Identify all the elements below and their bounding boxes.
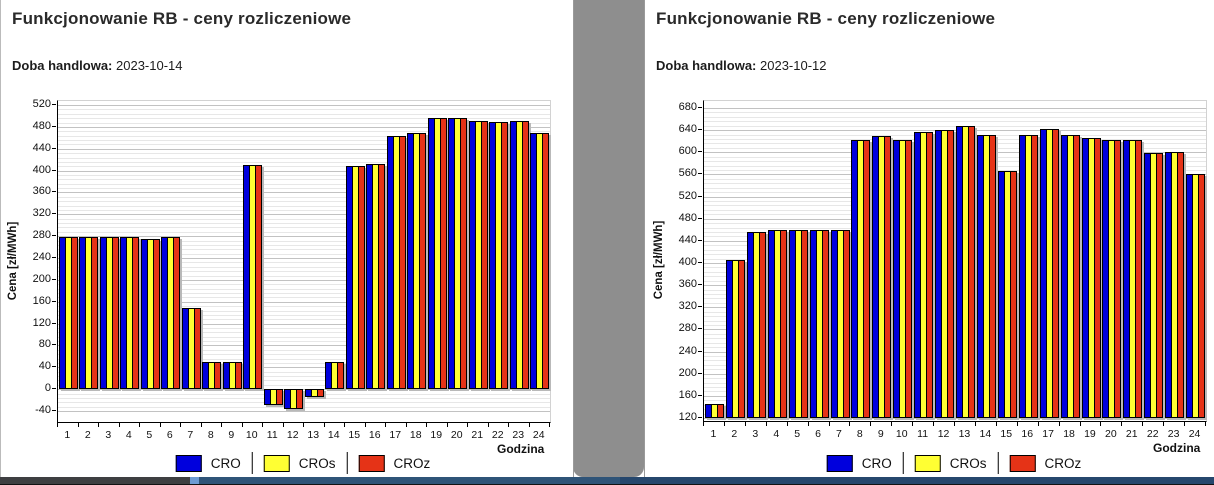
x-axis-tick-label: 2 bbox=[84, 429, 91, 441]
x-axis-tick-label: 9 bbox=[877, 428, 884, 440]
x-axis-tick-label: 24 bbox=[532, 429, 545, 441]
y-axis-tick-label: 400 bbox=[678, 256, 697, 268]
bar-hour11-croz bbox=[926, 132, 933, 418]
y-axis-tick-label: 440 bbox=[678, 233, 697, 246]
bar-hour12-croz bbox=[947, 130, 954, 418]
y-axis-tick-label: 640 bbox=[678, 123, 697, 136]
legend-separator bbox=[998, 452, 999, 474]
legend-label-croz: CROz bbox=[393, 455, 431, 471]
trading-day bbox=[656, 58, 827, 73]
x-axis-tick bbox=[426, 423, 427, 427]
y-axis-tick-label: 520 bbox=[678, 189, 697, 202]
x-axis-tick bbox=[1205, 422, 1206, 426]
y-axis-tick bbox=[52, 366, 56, 367]
bar-hour21-croz bbox=[1135, 140, 1142, 418]
y-axis-tick bbox=[698, 328, 702, 329]
x-axis-tick bbox=[467, 423, 468, 427]
bar-hour12-croz bbox=[296, 389, 303, 409]
y-axis-tick-label: -40 bbox=[35, 404, 51, 416]
x-axis-tick bbox=[1163, 422, 1164, 426]
y-axis-tick-label: 120 bbox=[678, 411, 697, 423]
x-axis-tick-label: 10 bbox=[245, 429, 258, 441]
gridline bbox=[704, 112, 1206, 113]
x-axis-tick bbox=[119, 423, 120, 427]
y-axis-tick bbox=[698, 306, 702, 307]
x-axis-tick-label: 17 bbox=[1042, 428, 1054, 440]
x-axis-tick bbox=[724, 422, 725, 426]
gridline bbox=[58, 118, 550, 119]
x-axis-tick-label: 4 bbox=[125, 429, 132, 441]
y-axis-tick bbox=[52, 148, 56, 149]
bar-hour5-croz bbox=[153, 239, 160, 389]
legend-separator bbox=[252, 452, 253, 474]
x-axis-tick-label: 23 bbox=[1167, 428, 1180, 440]
y-axis-tick-label: 0 bbox=[44, 382, 51, 395]
chart-panel-left bbox=[0, 0, 574, 477]
y-axis-tick bbox=[698, 173, 702, 174]
y-axis-tick bbox=[52, 213, 56, 214]
y-axis-tick bbox=[698, 107, 702, 108]
bar-hour10-croz bbox=[255, 165, 262, 389]
x-axis-tick-label: 11 bbox=[917, 428, 929, 440]
x-axis-tick bbox=[996, 422, 997, 426]
x-axis-tick bbox=[180, 423, 181, 427]
x-axis-tick-label: 13 bbox=[307, 429, 320, 441]
y-axis-tick-label: 240 bbox=[32, 251, 51, 263]
bar-hour13-croz bbox=[317, 389, 324, 397]
x-axis-tick-label: 14 bbox=[327, 429, 340, 441]
bar-hour8-croz bbox=[863, 140, 870, 418]
y-axis-tick bbox=[698, 129, 702, 130]
x-axis-tick-label: 23 bbox=[512, 429, 525, 441]
bar-hour2-croz bbox=[91, 237, 98, 389]
bar-hour23-croz bbox=[1177, 152, 1184, 418]
x-axis-tick-label: 8 bbox=[856, 428, 863, 440]
x-axis-tick-label: 2 bbox=[731, 428, 738, 440]
bar-hour13-croz bbox=[968, 126, 975, 418]
y-axis-tick-label: 280 bbox=[32, 229, 51, 242]
x-axis-tick-label: 22 bbox=[1146, 428, 1159, 440]
bar-hour5-croz bbox=[801, 230, 808, 418]
bar-hour4-croz bbox=[132, 237, 139, 389]
x-axis-tick-label: 5 bbox=[794, 428, 801, 440]
x-axis-tick-label: 7 bbox=[836, 428, 842, 440]
x-axis-tick bbox=[1038, 422, 1039, 426]
gridline bbox=[704, 126, 1206, 127]
legend-swatch-cro bbox=[827, 455, 853, 472]
y-axis-tick bbox=[698, 240, 702, 241]
chart-legend bbox=[176, 452, 431, 474]
y-axis-tick bbox=[698, 196, 702, 197]
y-axis-tick bbox=[698, 262, 702, 263]
bar-hour16-croz bbox=[1031, 135, 1038, 418]
legend-swatch-croz bbox=[1010, 455, 1036, 472]
legend-separator bbox=[903, 452, 904, 474]
bar-hour22-croz bbox=[501, 122, 508, 389]
y-axis-tick bbox=[698, 351, 702, 352]
bar-hour8-croz bbox=[214, 362, 221, 389]
bar-hour15-croz bbox=[358, 166, 365, 389]
y-axis-tick bbox=[698, 151, 702, 152]
x-axis-tick-label: 13 bbox=[958, 428, 971, 440]
x-axis-tick bbox=[1142, 422, 1143, 426]
x-axis-tick-label: 18 bbox=[409, 429, 422, 441]
x-axis-tick-label: 12 bbox=[286, 429, 299, 441]
x-axis-tick bbox=[406, 423, 407, 427]
x-axis-tick-label: 24 bbox=[1188, 428, 1201, 440]
x-axis-tick bbox=[1184, 422, 1185, 426]
bar-hour14-croz bbox=[337, 362, 344, 389]
x-axis-tick bbox=[549, 423, 550, 427]
window-gap bbox=[573, 0, 644, 477]
background-window-segment bbox=[190, 477, 199, 484]
legend-label-croz: CROz bbox=[1044, 455, 1082, 471]
legend-label-cros: CROs bbox=[298, 455, 336, 471]
x-axis-tick-label: 4 bbox=[773, 428, 780, 440]
x-axis-tick bbox=[283, 423, 284, 427]
x-axis-tick-label: 16 bbox=[368, 429, 381, 441]
bar-hour9-croz bbox=[884, 136, 891, 418]
legend-swatch-cro bbox=[176, 455, 202, 472]
legend-label-cro: CRO bbox=[210, 455, 241, 471]
gridline bbox=[58, 114, 550, 115]
x-axis-tick bbox=[139, 423, 140, 427]
x-axis-tick-label: 1 bbox=[64, 429, 71, 441]
bar-hour23-croz bbox=[522, 121, 529, 389]
x-axis-tick-label: 15 bbox=[348, 429, 361, 441]
legend-swatch-cros bbox=[264, 455, 290, 472]
x-axis-tick bbox=[1017, 422, 1018, 426]
legend-label-cros: CROs bbox=[949, 455, 987, 471]
x-axis-tick bbox=[1100, 422, 1101, 426]
x-axis-tick bbox=[385, 423, 386, 427]
plot-box bbox=[57, 100, 551, 423]
plot-box bbox=[703, 100, 1207, 422]
x-axis-tick-label: 19 bbox=[430, 429, 443, 441]
trading-day-value: 2023-10-14 bbox=[116, 58, 183, 73]
y-axis-tick bbox=[52, 104, 56, 105]
x-axis-tick bbox=[78, 423, 79, 427]
y-axis-tick-label: 120 bbox=[32, 316, 51, 329]
x-axis-tick bbox=[262, 423, 263, 427]
bar-hour4-croz bbox=[780, 230, 787, 418]
trading-day-label: Doba handlowa: bbox=[12, 58, 113, 73]
x-axis-tick-label: 22 bbox=[491, 429, 504, 441]
y-axis-tick bbox=[698, 373, 702, 374]
y-axis-tick bbox=[52, 257, 56, 258]
x-axis-tick-label: 3 bbox=[752, 428, 759, 440]
trading-day-label: Doba handlowa: bbox=[656, 58, 757, 73]
x-axis-tick-label: 9 bbox=[228, 429, 235, 441]
gridline bbox=[704, 108, 1206, 109]
bar-hour19-croz bbox=[1094, 138, 1101, 418]
bar-hour15-croz bbox=[1010, 171, 1017, 418]
x-axis-tick bbox=[201, 423, 202, 427]
y-axis-tick-label: 160 bbox=[678, 388, 697, 401]
x-axis-tick bbox=[160, 423, 161, 427]
x-axis-tick bbox=[57, 423, 58, 427]
x-axis-tick bbox=[488, 423, 489, 427]
x-axis-tick bbox=[745, 422, 746, 426]
y-axis-tick bbox=[52, 388, 56, 389]
bar-hour24-croz bbox=[542, 133, 549, 389]
x-axis-tick-label: 19 bbox=[1084, 428, 1096, 440]
y-axis-title: Cena [zł/MWh] bbox=[7, 221, 19, 300]
bar-hour1-croz bbox=[71, 237, 78, 389]
x-axis-tick-label: 21 bbox=[471, 429, 484, 441]
gridline bbox=[704, 117, 1206, 118]
x-axis-tick bbox=[221, 423, 222, 427]
bar-hour11-croz bbox=[276, 389, 283, 405]
y-axis-tick-label: 680 bbox=[678, 101, 697, 113]
y-axis-tick-label: 160 bbox=[32, 294, 51, 307]
y-axis-tick-label: 320 bbox=[678, 300, 697, 313]
gridline bbox=[58, 109, 550, 110]
bar-hour14-croz bbox=[989, 135, 996, 418]
x-axis-tick-label: 20 bbox=[1104, 428, 1117, 440]
x-axis-tick-label: 5 bbox=[146, 429, 153, 441]
bar-hour10-croz bbox=[905, 140, 912, 418]
background-window-segment bbox=[0, 477, 190, 484]
bar-hour18-croz bbox=[1073, 135, 1080, 418]
y-axis-tick bbox=[52, 279, 56, 280]
x-axis-tick bbox=[98, 423, 99, 427]
x-axis-tick bbox=[849, 422, 850, 426]
y-axis-tick-label: 480 bbox=[678, 211, 697, 224]
y-axis-tick bbox=[52, 126, 56, 127]
y-axis-tick-label: 600 bbox=[678, 145, 697, 158]
bar-hour3-croz bbox=[759, 232, 766, 418]
x-axis-tick-label: 1 bbox=[710, 428, 717, 440]
y-axis-title: Cena [zł/MWh] bbox=[653, 220, 665, 300]
x-axis-tick bbox=[344, 423, 345, 427]
x-axis-tick bbox=[933, 422, 934, 426]
y-axis-tick bbox=[52, 191, 56, 192]
y-axis-tick bbox=[52, 323, 56, 324]
bar-hour7-croz bbox=[194, 308, 201, 389]
legend-separator bbox=[347, 452, 348, 474]
x-axis-tick-label: 10 bbox=[895, 428, 908, 440]
bar-hour21-croz bbox=[481, 121, 488, 389]
bar-hour1-croz bbox=[717, 404, 724, 418]
x-axis-tick bbox=[870, 422, 871, 426]
x-axis-tick-label: 20 bbox=[450, 429, 463, 441]
y-axis-tick-label: 440 bbox=[32, 141, 51, 154]
x-axis-tick bbox=[912, 422, 913, 426]
bar-hour7-croz bbox=[843, 230, 850, 418]
x-axis-tick-label: 3 bbox=[105, 429, 112, 441]
x-axis-tick-label: 8 bbox=[207, 429, 214, 441]
bar-hour6-croz bbox=[173, 237, 180, 389]
chart-panel-right bbox=[644, 0, 1214, 477]
x-axis-tick bbox=[447, 423, 448, 427]
x-axis-tick bbox=[975, 422, 976, 426]
bar-hour16-croz bbox=[378, 164, 385, 389]
chart-title: Funkcjonowanie RB - ceny rozliczeniowe bbox=[656, 9, 996, 28]
gridline bbox=[58, 105, 550, 106]
bar-hour6-croz bbox=[822, 230, 829, 418]
bar-hour2-croz bbox=[738, 260, 745, 418]
y-axis-tick bbox=[52, 235, 56, 236]
y-axis-tick bbox=[52, 410, 56, 411]
trading-day-value: 2023-10-12 bbox=[760, 58, 827, 73]
x-axis-tick-label: 6 bbox=[815, 428, 821, 440]
x-axis-tick-label: 17 bbox=[389, 429, 402, 441]
x-axis-tick bbox=[703, 422, 704, 426]
y-axis-tick-label: 360 bbox=[32, 185, 51, 198]
y-axis-tick-label: 520 bbox=[32, 98, 51, 110]
y-axis-tick-label: 320 bbox=[32, 207, 51, 220]
x-axis-tick bbox=[324, 423, 325, 427]
x-axis-tick-label: 14 bbox=[979, 428, 992, 440]
x-axis-tick bbox=[303, 423, 304, 427]
x-axis-tick bbox=[365, 423, 366, 427]
x-axis-tick bbox=[891, 422, 892, 426]
bar-hour17-croz bbox=[1052, 129, 1059, 419]
chart-legend bbox=[827, 452, 1082, 474]
y-axis-tick-label: 360 bbox=[678, 278, 697, 291]
bar-hour17-croz bbox=[399, 136, 406, 390]
x-axis-title: Godzina bbox=[497, 442, 545, 456]
x-axis-tick bbox=[808, 422, 809, 426]
y-axis-tick bbox=[52, 170, 56, 171]
x-axis-tick bbox=[829, 422, 830, 426]
x-axis-tick-label: 15 bbox=[1000, 428, 1013, 440]
x-axis-tick bbox=[1121, 422, 1122, 426]
x-axis-tick bbox=[508, 423, 509, 427]
x-axis-tick-label: 6 bbox=[166, 429, 173, 441]
chart-title: Funkcjonowanie RB - ceny rozliczeniowe bbox=[12, 9, 352, 28]
bar-hour24-croz bbox=[1198, 174, 1205, 418]
bar-hour18-croz bbox=[419, 133, 426, 389]
y-axis-tick-label: 240 bbox=[678, 344, 697, 357]
x-axis-tick-label: 21 bbox=[1125, 428, 1138, 440]
y-axis-tick-label: 200 bbox=[32, 272, 51, 285]
bar-hour20-croz bbox=[460, 118, 467, 390]
x-axis-tick bbox=[766, 422, 767, 426]
legend-swatch-croz bbox=[359, 455, 385, 472]
legend-swatch-cros bbox=[915, 455, 941, 472]
x-axis-tick bbox=[1059, 422, 1060, 426]
bar-hour3-croz bbox=[112, 237, 119, 389]
y-axis-tick-label: 400 bbox=[32, 163, 51, 176]
x-axis-tick bbox=[529, 423, 530, 427]
bar-hour20-croz bbox=[1114, 140, 1121, 418]
y-axis-tick-label: 200 bbox=[678, 366, 697, 379]
x-axis-tick-label: 7 bbox=[187, 429, 194, 441]
x-axis-tick-label: 18 bbox=[1063, 428, 1075, 440]
legend-label-cro: CRO bbox=[861, 455, 892, 471]
y-axis-tick bbox=[698, 218, 702, 219]
background-window-segment bbox=[620, 477, 1214, 484]
y-axis-tick bbox=[52, 344, 56, 345]
y-axis-tick-label: 80 bbox=[38, 338, 51, 351]
y-axis-tick-label: 40 bbox=[38, 360, 51, 373]
y-axis-tick bbox=[52, 301, 56, 302]
x-axis-tick-label: 11 bbox=[266, 429, 278, 441]
y-axis-tick bbox=[698, 417, 702, 418]
x-axis-tick bbox=[1080, 422, 1081, 426]
x-axis-tick-label: 12 bbox=[937, 428, 950, 440]
x-axis-tick bbox=[242, 423, 243, 427]
x-axis-title: Godzina bbox=[1153, 441, 1201, 455]
bar-hour9-croz bbox=[235, 362, 242, 389]
y-axis-tick-label: 560 bbox=[678, 167, 697, 180]
y-axis-tick bbox=[698, 395, 702, 396]
y-axis-tick-label: 480 bbox=[32, 119, 51, 132]
y-axis-tick bbox=[698, 284, 702, 285]
x-axis-tick bbox=[787, 422, 788, 426]
bar-hour22-croz bbox=[1156, 153, 1163, 418]
x-axis-tick-label: 16 bbox=[1021, 428, 1034, 440]
y-axis-tick-label: 280 bbox=[678, 322, 697, 335]
gridline bbox=[704, 121, 1206, 122]
x-axis-tick bbox=[954, 422, 955, 426]
trading-day bbox=[12, 58, 183, 73]
bar-hour19-croz bbox=[440, 118, 447, 390]
